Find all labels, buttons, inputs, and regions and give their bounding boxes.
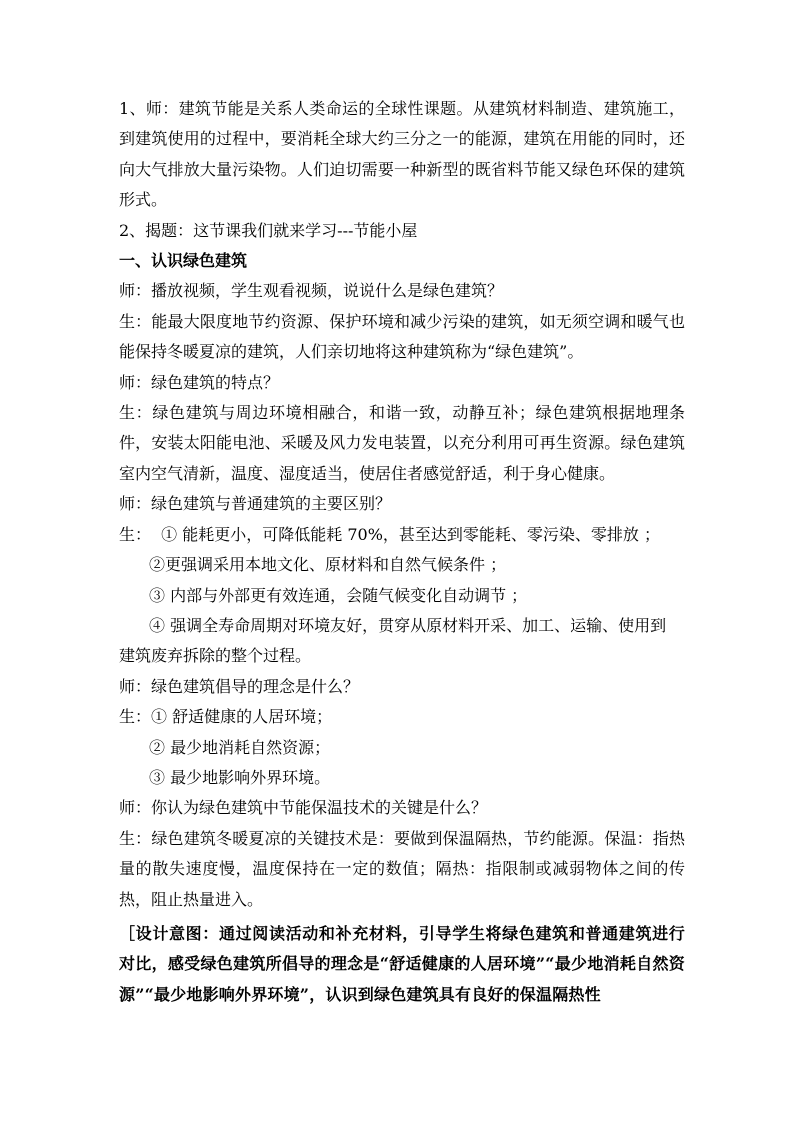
student-answer-3-item-2: ②更强调采用本地文化、原材料和自然气候条件 ； [149, 555, 507, 575]
student-answer-2: 生：绿色建筑与周边环境相融合，和谐一致，动静互补；绿色建筑根据地理条件，安装太阳能电池、采暖及风力发电装置，以充分利用可再生资源。绿色建筑室内空气清新，温度、湿度适当，使居住者感觉舒适，利于身心健康。 [119, 403, 685, 483]
design-intent-note: ［设计意图：通过阅读活动和补充材料，引导学生将绿色建筑和普通建筑进行对比，感受绿色建筑所倡导的理念是“舒适健康的人居环境”“最少地消耗自然资源”“最少地影响外界环境”，认识到绿色建筑具有良好的保温隔热性 [119, 923, 685, 1004]
student-answer-1: 生：能最大限度地节约资源、保护环境和减少污染的建筑，如无须空调和暖气也能保持冬暖夏凉的建筑，人们亲切地将这种建筑称为“绿色建筑”。 [119, 311, 685, 362]
section-heading: 一、认识绿色建筑 [119, 251, 248, 271]
student-answer-4-item-2: ② 最少地消耗自然资源； [149, 737, 331, 757]
student-answer-3-item-4-cont: 建筑废弃拆除的整个过程。 [119, 646, 312, 666]
teacher-question-4: 师：绿色建筑倡导的理念是什么？ [119, 676, 360, 696]
student-answer-4-item-3: ③ 最少地影响外界环境。 [149, 767, 331, 787]
student-answer-3-item-1: 生： ① 能耗更小，可降低能耗 70%，甚至达到零能耗、零污染、零排放 ； [119, 524, 660, 544]
student-answer-4-item-1: 生：① 舒适健康的人居环境； [119, 707, 333, 727]
teacher-question-3: 师：绿色建筑与普通建筑的主要区别？ [119, 494, 392, 514]
teacher-question-2: 师：绿色建筑的特点？ [119, 372, 280, 392]
paragraph-topic: 2、揭题：这节课我们就来学习---节能小屋 [119, 220, 418, 240]
document-page [119, 94, 685, 1010]
student-answer-3-item-3: ③ 内部与外部更有效连通，会随气候变化自动调节 ； [149, 585, 528, 605]
student-answer-3-item-4: ④ 强调全寿命周期对环境友好，贯穿从原材料开采、加工、运输、使用到 [149, 615, 667, 635]
teacher-question-5: 师：你认为绿色建筑中节能保温技术的关键是什么？ [119, 798, 488, 818]
paragraph-intro: 1、师：建筑节能是关系人类命运的全球性课题。从建筑材料制造、建筑施工，到建筑使用的过程中，要消耗全球大约三分之一的能源，建筑在用能的同时，还向大气排放大量污染物。人们迫切需要一种新型的既省料节能又绿色环保的建筑形式。 [119, 99, 685, 210]
teacher-question-1: 师：播放视频，学生观看视频，说说什么是绿色建筑？ [119, 281, 504, 301]
student-answer-5: 生：绿色建筑冬暖夏凉的关键技术是：要做到保温隔热，节约能源。保温：指热量的散失速度慢，温度保持在一定的数值；隔热：指限制或减弱物体之间的传热，阻止热量进入。 [119, 828, 685, 909]
